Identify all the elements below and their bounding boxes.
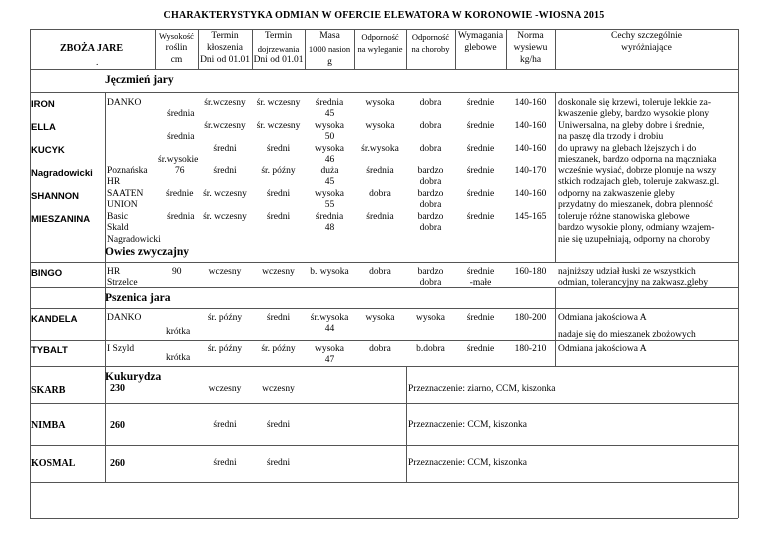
mass-value: wysoka (314, 344, 345, 354)
height-value: 76 (175, 166, 185, 176)
disease-value: bardzo (417, 267, 444, 277)
breeder: DANKO (107, 98, 142, 108)
height-value: krótka (166, 353, 191, 363)
crop-label: ZBOŻA JARE (60, 43, 124, 54)
feature-line: toleruje różne stanowiska glebowe (558, 212, 690, 222)
disease-value: dobra (419, 278, 442, 288)
ripe-term: średni (266, 144, 291, 154)
mass-value: 55 (324, 200, 335, 210)
ripe-term: śr. wczesny (256, 98, 301, 108)
fao-value: 230 (110, 383, 125, 394)
ear-term: śr. wczesny (203, 189, 247, 199)
ear-term: średni (213, 166, 237, 176)
variety-name: IRON (31, 99, 55, 110)
header-ripe-1: Termin (264, 31, 293, 41)
mass-value: średnia (315, 98, 344, 108)
height-value: średnia (167, 109, 195, 119)
mass-value: 48 (324, 223, 335, 233)
mass-value: duża (320, 166, 339, 176)
variety-name: Nagradowicki (31, 168, 93, 179)
variety-name: NIMBA (31, 420, 66, 431)
ripe-term: średni (266, 212, 291, 222)
header-mass-1: Masa (319, 31, 340, 41)
header-mass-3: g (327, 57, 332, 67)
disease-value: b.dobra (416, 344, 445, 354)
ear-term: średni (213, 420, 237, 430)
corn-purpose: Przeznaczenie: ziarno, CCM, kiszonka (408, 384, 556, 394)
feature-line: Uniwersalna, na gleby dobre i średnie, (558, 121, 705, 131)
height-value: średnia (167, 132, 195, 142)
disease-value: dobra (419, 121, 442, 131)
breeder: I Szyld (107, 344, 135, 354)
header-norm-2: wysiewu (513, 43, 548, 53)
variety-name: MIESZANINA (31, 214, 91, 225)
mass-value: wysoka (314, 144, 345, 154)
feature-line: odporny na zakwaszenie gleby (558, 189, 675, 199)
height-value: śr.wysokie (158, 155, 199, 165)
breeder: Nagradowicki (107, 235, 161, 245)
header-soil-1: Wymagania (457, 31, 504, 41)
feature-line: wcześnie wysiać, dobrze plonuje na wszy (558, 166, 717, 176)
feature-line: doskonale się krzewi, toleruje lekkie za- (558, 98, 711, 108)
header-ripe-2: dojrzewania (257, 44, 300, 54)
ripe-term: śr. późny (261, 166, 296, 176)
feature-line: odmian, tolerancyjny na zakwasz.gleby (558, 278, 709, 288)
soil-value: średnie (466, 344, 495, 354)
lodging-value: średnia (366, 166, 394, 176)
header-lodging-1: Odporność (361, 32, 399, 42)
feature-line: nadaje się do mieszanek zbożowych (558, 330, 696, 340)
mass-value: 50 (324, 132, 335, 142)
ear-term: śr. późny (207, 344, 243, 354)
soil-value: średnie (466, 166, 495, 176)
variety-name: ELLA (31, 122, 56, 133)
mass-value: wysoka (314, 189, 345, 199)
feature-line: nie się uzupełniają, odporny na choroby (558, 235, 710, 245)
ear-term: średni (213, 458, 237, 468)
fao-value: 260 (110, 458, 125, 469)
soil-value: średnie (466, 212, 495, 222)
feature-line: stkich rodzajach gleb, toleruje zakwasz.gl. (558, 177, 720, 187)
soil-value: średnie (466, 121, 495, 131)
feature-line: bardzo wysokie plony, odmiany wzajem- (558, 223, 715, 233)
lodging-value: dobra (369, 267, 391, 277)
soil-value: -małe (469, 278, 492, 288)
disease-value: dobra (419, 200, 442, 210)
page-title: CHARAKTERYSTYKA ODMIAN W OFERCIE ELEWATORA W KORONOWIE -WIOSNA 2015 (163, 10, 605, 21)
ripe-term: średni (266, 420, 291, 430)
norm-value: 140-160 (514, 144, 547, 154)
ear-term: śr. wczesny (203, 212, 247, 222)
lodging-value: wysoka (365, 121, 395, 131)
disease-value: dobra (419, 98, 442, 108)
ear-term: wczesny (208, 384, 242, 394)
disease-value: bardzo (417, 166, 444, 176)
header-soil-2: glebowe (464, 43, 497, 53)
disease-value: dobra (419, 177, 442, 187)
height-value: średnie (166, 189, 194, 199)
ear-term: średni (213, 144, 237, 154)
feature-line: Odmiana jakościowa A (558, 313, 647, 323)
header-norm-1: Norma (517, 31, 544, 41)
mass-value: średnia (315, 212, 344, 222)
variety-name: KOSMAL (31, 458, 76, 469)
ripe-term: śr. wczesny (256, 121, 301, 131)
mass-value: 46 (324, 155, 335, 165)
feature-line: mieszanek, bardzo odporna na mączniaka (558, 155, 717, 165)
ear-term: śr.wczesny (204, 121, 246, 131)
header-disease-2: na choroby (411, 44, 450, 54)
header-ear-1: Termin (211, 31, 239, 41)
norm-value: 140-160 (514, 121, 547, 131)
lodging-value: wysoka (365, 313, 395, 323)
header-ear-3: Dni od 01.01 (200, 55, 250, 65)
section-oats: Owies zwyczajny (105, 246, 189, 258)
variety-name: SHANNON (31, 191, 80, 202)
norm-value: 140-160 (514, 98, 547, 108)
header-norm-3: kg/ha (519, 55, 542, 65)
mass-value: 45 (324, 109, 335, 119)
breeder: Strzelce (107, 278, 138, 288)
variety-name: TYBALT (31, 345, 68, 356)
breeder: Skald (107, 223, 129, 233)
norm-value: 180-200 (514, 313, 547, 323)
lodging-value: dobra (369, 344, 391, 354)
header-ear-2: kłoszenia (207, 43, 243, 53)
norm-value: 140-170 (514, 166, 547, 176)
variety-name: KANDELA (31, 314, 78, 325)
header-height-1: Wysokość (159, 31, 194, 41)
header-dot: . (96, 58, 99, 68)
ripe-term: śr. późny (261, 344, 296, 354)
breeder: HR (107, 177, 121, 187)
height-value: średnia (167, 212, 195, 222)
ear-term: wczesny (208, 267, 242, 277)
norm-value: 180-210 (514, 344, 547, 354)
disease-value: bardzo (417, 212, 444, 222)
ripe-term: średni (266, 189, 291, 199)
soil-value: średnie (466, 313, 495, 323)
height-value: 90 (172, 267, 182, 277)
norm-value: 160-180 (514, 267, 547, 277)
header-height-2: roślin (165, 43, 188, 53)
mass-value: 44 (324, 324, 335, 334)
disease-value: bardzo (417, 189, 444, 199)
header-features-1: Cechy szczególnie (611, 31, 682, 41)
soil-value: średnie (466, 98, 495, 108)
feature-line: na paszę dla trzody i drobiu (558, 132, 664, 142)
breeder: UNION (107, 200, 138, 210)
feature-line: najniższy udział łuski ze wszystkich (558, 267, 696, 277)
feature-line: przydatny do mieszanek, dobra plenność (558, 200, 713, 210)
breeder: HR (107, 267, 121, 277)
breeder: Poznańska (107, 166, 148, 176)
feature-line: kwaszenie gleby, bardzo wysokie plony (558, 109, 710, 119)
mass-value: 45 (324, 177, 335, 187)
norm-value: 140-160 (514, 189, 547, 199)
section-barley: Jęczmień jary (105, 74, 174, 86)
lodging-value: średnia (366, 212, 394, 222)
header-ripe-3: Dni od 01.01 (253, 55, 304, 65)
mass-value: 47 (324, 355, 335, 365)
ear-term: śr. późny (207, 313, 243, 323)
breeder: SAATEN (107, 189, 144, 199)
variety-name: KUCYK (31, 145, 65, 156)
norm-value: 145-165 (514, 212, 547, 222)
variety-name: SKARB (31, 385, 66, 396)
ripe-term: wczesny (262, 267, 295, 277)
ear-term: śr.wczesny (204, 98, 246, 108)
ripe-term: średni (266, 313, 291, 323)
mass-value: wysoka (314, 121, 345, 131)
header-lodging-2: na wyleganie (357, 44, 403, 54)
breeder: Basic (107, 212, 129, 222)
lodging-value: dobra (369, 189, 391, 199)
disease-value: dobra (419, 223, 442, 233)
lodging-value: śr.wysoka (361, 144, 399, 154)
mass-value: śr.wysoka (310, 313, 349, 323)
header-disease-1: Odporność (411, 32, 450, 42)
soil-value: średnie (466, 267, 495, 277)
soil-value: średnie (466, 189, 495, 199)
height-value: krótka (166, 327, 191, 337)
header-mass-2: 1000 nasion (308, 44, 351, 54)
section-wheat: Pszenica jara (105, 292, 171, 304)
corn-purpose: Przeznaczenie: CCM, kiszonka (408, 458, 527, 468)
ripe-term: wczesny (262, 384, 295, 394)
disease-value: wysoka (415, 313, 446, 323)
corn-purpose: Przeznaczenie: CCM, kiszonka (408, 420, 527, 430)
header-height-3: cm (170, 55, 183, 65)
header-features-2: wyróżniające (621, 43, 672, 53)
soil-value: średnie (466, 144, 495, 154)
fao-value: 260 (110, 420, 125, 431)
feature-line: do uprawy na glebach lżejszych i do (558, 144, 697, 154)
ripe-term: średni (266, 458, 291, 468)
breeder: DANKO (107, 313, 142, 323)
variety-name: BINGO (31, 268, 63, 279)
section-corn: Kukurydza (105, 371, 162, 383)
feature-line: Odmiana jakościowa A (558, 344, 647, 354)
mass-value: b. wysoka (310, 267, 349, 277)
lodging-value: wysoka (365, 98, 395, 108)
disease-value: dobra (419, 144, 442, 154)
